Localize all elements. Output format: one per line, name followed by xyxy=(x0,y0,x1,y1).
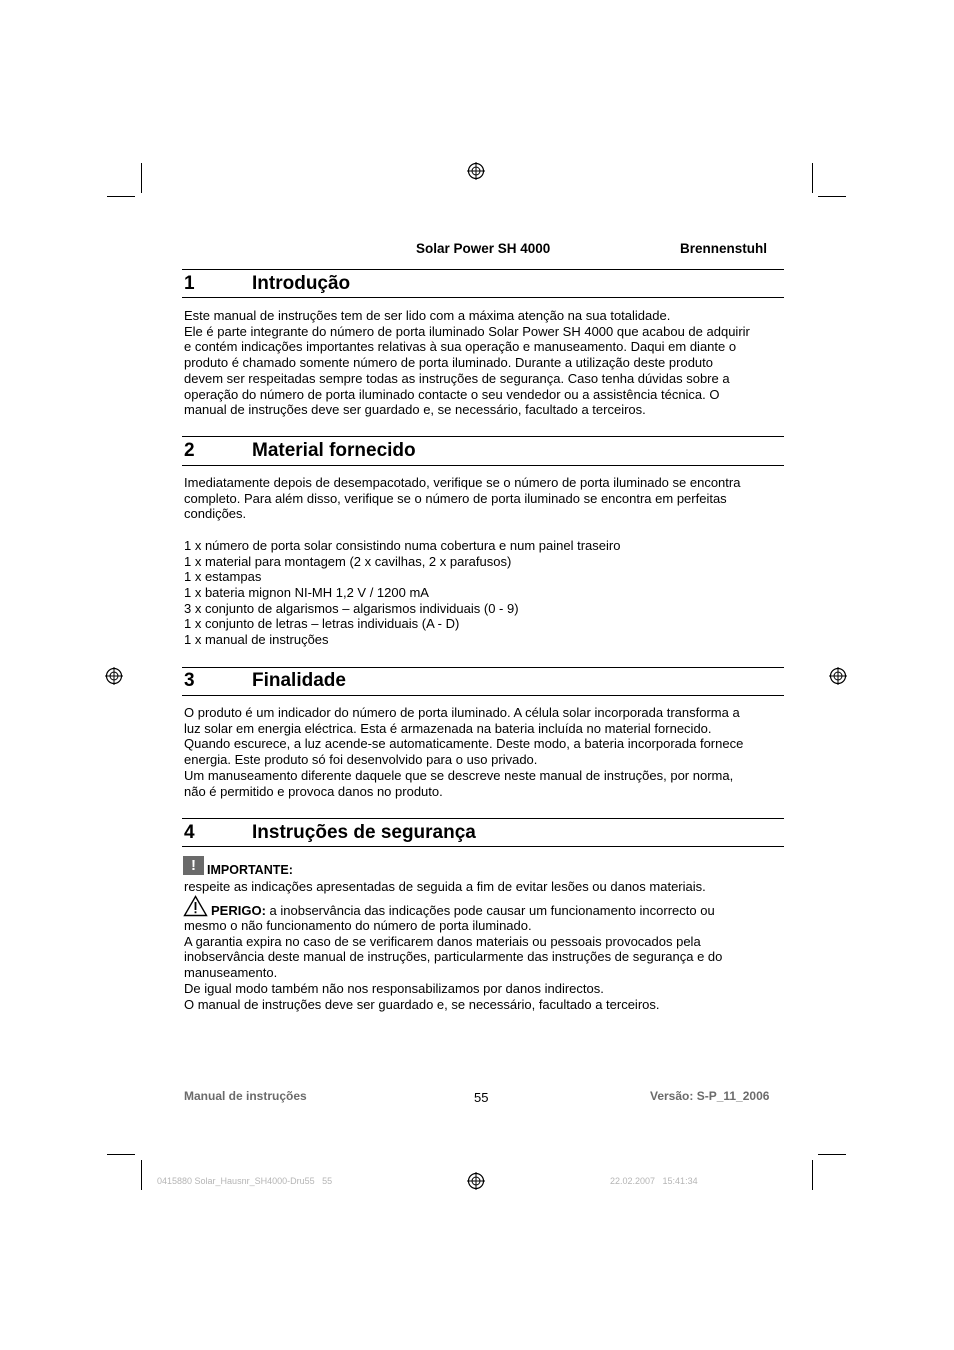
section-body xyxy=(184,308,784,418)
crop-mark xyxy=(107,1154,135,1155)
section-number: 2 xyxy=(184,440,195,461)
paragraph-line: O manual de instruções deve ser guardado e, se necessário, facultado a terceiros. xyxy=(184,996,660,1012)
crop-mark xyxy=(141,1160,142,1190)
list-item: 3 x conjunto de algarismos – algarismos individuais (0 - 9) xyxy=(184,600,519,616)
section-rule xyxy=(182,436,784,437)
paragraph-line: devem ser respeitadas sempre todas as instruções de segurança. Caso tenha dúvidas sobre a xyxy=(184,370,730,386)
paragraph-line: operação do número de porta iluminado contacte o seu vendedor ou a assistência técnica. O xyxy=(184,386,720,402)
important-label: IMPORTANTE: xyxy=(207,863,293,877)
crop-mark xyxy=(818,196,846,197)
section-rule xyxy=(182,846,784,847)
section-number: 1 xyxy=(184,273,195,294)
danger-paragraph xyxy=(211,903,781,919)
crop-mark xyxy=(107,196,135,197)
paragraph-line: inobservância deste manual de instruções, particularmente das instruções de segurança e do xyxy=(184,949,723,965)
exclamation-icon: ! xyxy=(183,856,204,875)
crop-mark xyxy=(812,1160,813,1190)
paragraph-line: mesmo o não funcionamento do número de porta iluminado. xyxy=(184,918,532,933)
list-item: 1 x material para montagem (2 x cavilhas, 2 x parafusos) xyxy=(184,553,512,569)
section-rule xyxy=(182,695,784,696)
paragraph-line: Quando escurece, a luz acende-se automaticamente. Deste modo, a bateria incorporada fornece xyxy=(184,736,744,752)
important-text: respeite as indicações apresentadas de seguida a fim de evitar lesões ou danos materiais. xyxy=(184,879,706,894)
header-product: Solar Power SH 4000 xyxy=(416,241,551,256)
paragraph-line: completo. Para além disso, verifique se o número de porta iluminado se encontra em perfeitas xyxy=(184,490,727,506)
crop-mark xyxy=(812,163,813,193)
section-title: Instruções de segurança xyxy=(252,822,476,843)
list-item: 1 x estampas xyxy=(184,569,262,585)
paragraph-line: e contém indicações importantes relativas à sua operação e manuseamento. Daqui em diante o xyxy=(184,339,737,355)
section-title: Material fornecido xyxy=(252,440,416,461)
danger-text: a inobservância das indicações pode causar um funcionamento incorrecto ou xyxy=(269,903,715,918)
warning-triangle-icon xyxy=(183,895,208,917)
registration-mark-icon xyxy=(829,667,847,685)
section-number: 4 xyxy=(184,822,195,843)
paragraph-line: luz solar em energia eléctrica. Esta é armazenada na bateria incluída no material fornecido. xyxy=(184,720,712,736)
crop-mark xyxy=(141,163,142,193)
section-rule xyxy=(182,297,784,298)
section-rule xyxy=(182,818,784,819)
paragraph-line: O produto é um indicador do número de porta iluminado. A célula solar incorporada transforma a xyxy=(184,705,740,720)
section-body xyxy=(184,918,784,1012)
footer-manual-label: Manual de instruções xyxy=(184,1089,307,1103)
page-number: 55 xyxy=(474,1090,489,1105)
paragraph-line: De igual modo também não nos responsabilizamos por danos indirectos. xyxy=(184,980,604,996)
paragraph-line: Este manual de instruções tem de ser lido com a máxima atenção na sua totalidade. xyxy=(184,308,671,323)
print-slug-file: 0415880 Solar_Hausnr_SH4000-Dru55 55 xyxy=(157,1176,333,1186)
paragraph-line: energia. Este produto só foi desenvolvido para o uso privado. xyxy=(184,752,538,768)
paragraph-line: não é permitido e provoca danos no produto. xyxy=(184,783,443,799)
paragraph-line: condições. xyxy=(184,506,247,522)
registration-mark-icon xyxy=(105,667,123,685)
paragraph-line: Imediatamente depois de desempacotado, verifique se o número de porta iluminado se encontra xyxy=(184,475,741,490)
registration-mark-icon xyxy=(467,162,485,180)
section-body xyxy=(184,475,784,648)
paragraph-line: produto é chamado somente número de porta iluminado. Durante a utilização deste produto xyxy=(184,355,713,371)
list-item: 1 x bateria mignon NI-MH 1,2 V / 1200 mA xyxy=(184,584,429,600)
section-rule xyxy=(182,269,784,270)
paragraph-line: manual de instruções deve ser guardado e, se necessário, facultado a terceiros. xyxy=(184,402,646,418)
section-body xyxy=(184,705,784,799)
header-brand: Brennenstuhl xyxy=(680,241,768,256)
registration-mark-icon xyxy=(467,1172,485,1190)
section-rule xyxy=(182,465,784,466)
list-item: 1 x conjunto de letras – letras individuais (A - D) xyxy=(184,616,460,632)
section-title: Introdução xyxy=(252,273,351,294)
crop-mark xyxy=(818,1154,846,1155)
footer-version: Versão: S-P_11_2006 xyxy=(650,1089,770,1103)
section-title: Finalidade xyxy=(252,670,346,691)
paragraph-line: A garantia expira no caso de se verificarem danos materiais ou pessoais provocados pela xyxy=(184,933,701,949)
section-number: 3 xyxy=(184,670,195,691)
section-rule xyxy=(182,667,784,668)
list-item: 1 x manual de instruções xyxy=(184,632,329,648)
paragraph-line: manuseamento. xyxy=(184,965,278,981)
paragraph-line: Um manuseamento diferente daquele que se descreve neste manual de instruções, por norma, xyxy=(184,767,734,783)
list-item: 1 x número de porta solar consistindo numa cobertura e num painel traseiro xyxy=(184,537,621,553)
danger-label: PERIGO: xyxy=(211,903,266,918)
paragraph-line: Ele é parte integrante do número de porta iluminado Solar Power SH 4000 que acabou de adquirir xyxy=(184,323,750,339)
print-slug-date: 22.02.2007 15:41:34 xyxy=(610,1176,698,1186)
